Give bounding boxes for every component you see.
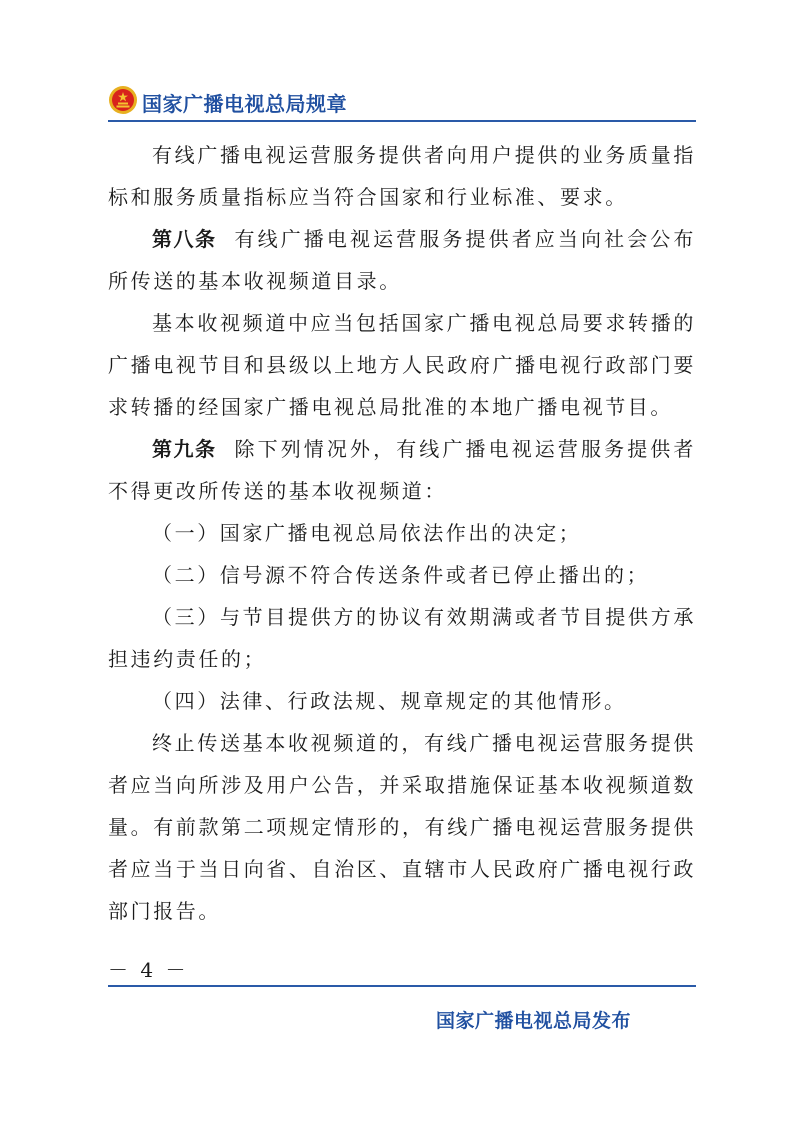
- article-paragraph: 第八条 有线广播电视运营服务提供者应当向社会公布所传送的基本收视频道目录。: [108, 227, 696, 293]
- footer-divider: [108, 985, 696, 987]
- footer-publisher: 国家广播电视总局发布: [436, 1010, 632, 1032]
- header-divider: [108, 120, 696, 122]
- document-body: [108, 134, 696, 932]
- article-label: 第九条: [152, 437, 217, 461]
- list-item: （一）国家广播电视总局依法作出的决定；: [152, 521, 582, 545]
- paragraph: 终止传送基本收视频道的，有线广播电视运营服务提供者应当向所涉及用户公告，并采取措施保证基本收视频道数量。有前款第二项规定情形的，有线广播电视运营服务提供者应当于当日向省、自治区、直辖市人民政府广播电视行政部门报告。: [108, 731, 696, 923]
- header-title: 国家广播电视总局规章: [142, 92, 347, 116]
- document-header: [108, 82, 698, 122]
- page-number: － 4 －: [108, 958, 189, 982]
- paragraph: 基本收视频道中应当包括国家广播电视总局要求转播的广播电视节目和县级以上地方人民政府广播电视行政部门要求转播的经国家广播电视总局批准的本地广播电视节目。: [108, 311, 696, 419]
- article-label: 第八条: [152, 227, 217, 251]
- list-item: （二）信号源不符合传送条件或者已停止播出的；: [152, 563, 650, 587]
- article-paragraph: 第九条 除下列情况外，有线广播电视运营服务提供者不得更改所传送的基本收视频道：: [108, 437, 696, 503]
- national-emblem-icon: [108, 85, 138, 115]
- list-item: （三）与节目提供方的协议有效期满或者节目提供方承担违约责任的；: [108, 605, 696, 671]
- list-item: （四）法律、行政法规、规章规定的其他情形。: [152, 689, 627, 713]
- paragraph: 有线广播电视运营服务提供者向用户提供的业务质量指标和服务质量指标应当符合国家和行业标准、要求。: [108, 143, 696, 209]
